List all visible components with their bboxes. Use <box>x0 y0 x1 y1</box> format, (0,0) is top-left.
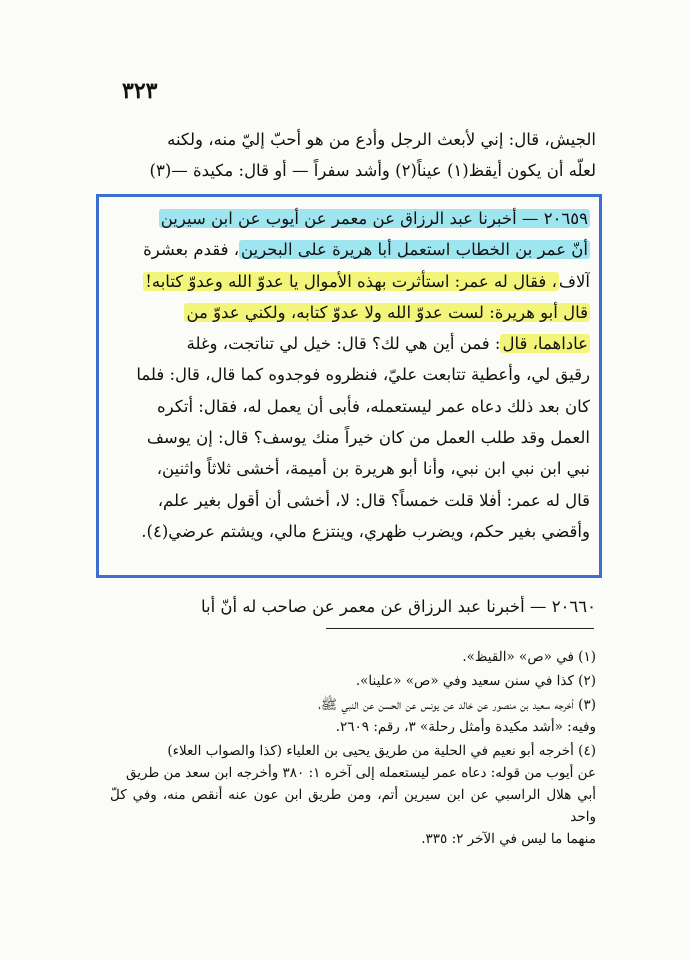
hadith-text-span: : فمن أين هي لك؟ قال: خيل لي تناتجت، وغلة <box>186 334 501 354</box>
hadith-line: العمل وقد طلب العمل من كان خيراً منك يوسف؟ قال: إن يوسف <box>146 428 590 448</box>
hadith-line: رقيق لي، وأعطية تتابعت عليّ، فنظروه فوجدوه كما قال، قال: فلما <box>136 365 590 385</box>
hadith-line <box>112 266 590 297</box>
hadith-20660: ٢٠٦٦٠ — أخبرنا عبد الرزاق عن معمر عن صاحب له أنّ أبا <box>200 597 596 616</box>
footnotes <box>110 646 596 850</box>
highlight-yellow: قال أبو هريرة: لست عدوّ الله ولا عدوّ كتابه، ولكني عدوّ من <box>186 302 588 322</box>
footnote-divider <box>326 628 594 629</box>
highlight-yellow: عاداهما، قال <box>502 334 588 354</box>
hadith-text-span: ، فقدم بعشرة <box>143 240 240 260</box>
hadith-text-span: آلاف <box>558 271 590 291</box>
footnote-3-cont: وفيه: «أشد مكيدة وأمثل رحلة» ٣، رقم: ٢٦٠٩. <box>335 719 596 735</box>
hadith-20659 <box>112 203 590 547</box>
hadith-line <box>112 328 590 359</box>
hadith-line: قال له عمر: أفلا قلت خمساً؟ قال: لا، أخشى أن أقول بغير علم، <box>157 490 590 510</box>
footnote-4-cont: أبي هلال الراسبي عن ابن سيرين أتم، ومن طريق ابن عون عنه أنقص منه، وفي كلّ واحد <box>110 787 596 825</box>
footnote-1: (١) في «ص» «القيظ». <box>462 649 596 665</box>
intro-line: الجيش، قال: إني لأبعث الرجل وأدع من هو أحبّ إليّ منه، ولكنه <box>167 130 596 149</box>
intro-line: لعلّه أن يكون أيقظ(١) عيناً(٢) وأشد سفراً — أو قال: مكيدة —(٣) <box>149 161 596 180</box>
highlight-yellow: ، فقال له عمر: استأثرت بهذه الأموال يا عدوّ الله وعدوّ كتابه! <box>145 271 557 291</box>
hadith-line: وأقضي بغير حكم، ويضرب ظهري، وينتزع مالي، ويشتم عرضي(٤). <box>141 521 590 541</box>
intro-paragraph <box>110 124 596 186</box>
page-number: ٣٢٣ <box>122 78 158 104</box>
highlight-blue: أنّ عمر بن الخطاب استعمل أبا هريرة على البحرين <box>241 240 588 260</box>
hadith-line <box>112 234 590 265</box>
footnote-4-cont: عن أيوب من قوله: دعاه عمر ليستعمله إلى آخره ١: ٣٨٠ وأخرجه ابن سعد من طريق <box>126 765 596 781</box>
footnote-4: (٤) أخرجه أبو نعيم في الحلية من طريق يحيى بن العلياء (كذا والصواب العلاء) <box>167 743 596 759</box>
hadith-line <box>112 297 590 328</box>
hadith-line <box>112 203 590 234</box>
hadith-line: نبي ابن نبي ابن نبي، وأنا أبو هريرة بن أميمة، أخشى ثلاثاً واثنين، <box>156 459 590 479</box>
footnote-3: (٣) أخرجه سعيد بن منصور عن خالد عن يونس عن الحسن عن النبي ﷺ، <box>318 697 596 713</box>
footnote-2: (٢) كذا في سنن سعيد وفي «ص» «علينا». <box>355 673 596 689</box>
footnote-4-cont: منهما ما ليس في الآخر ٢: ٣٣٥. <box>421 831 596 847</box>
hadith-line: كان بعد ذلك دعاه عمر ليستعمله، فأبى أن يعمل له، فقال: أتكره <box>157 396 590 416</box>
highlight-blue: ٢٠٦٥٩ — أخبرنا عبد الرزاق عن معمر عن أيوب عن ابن سيرين <box>160 209 588 228</box>
